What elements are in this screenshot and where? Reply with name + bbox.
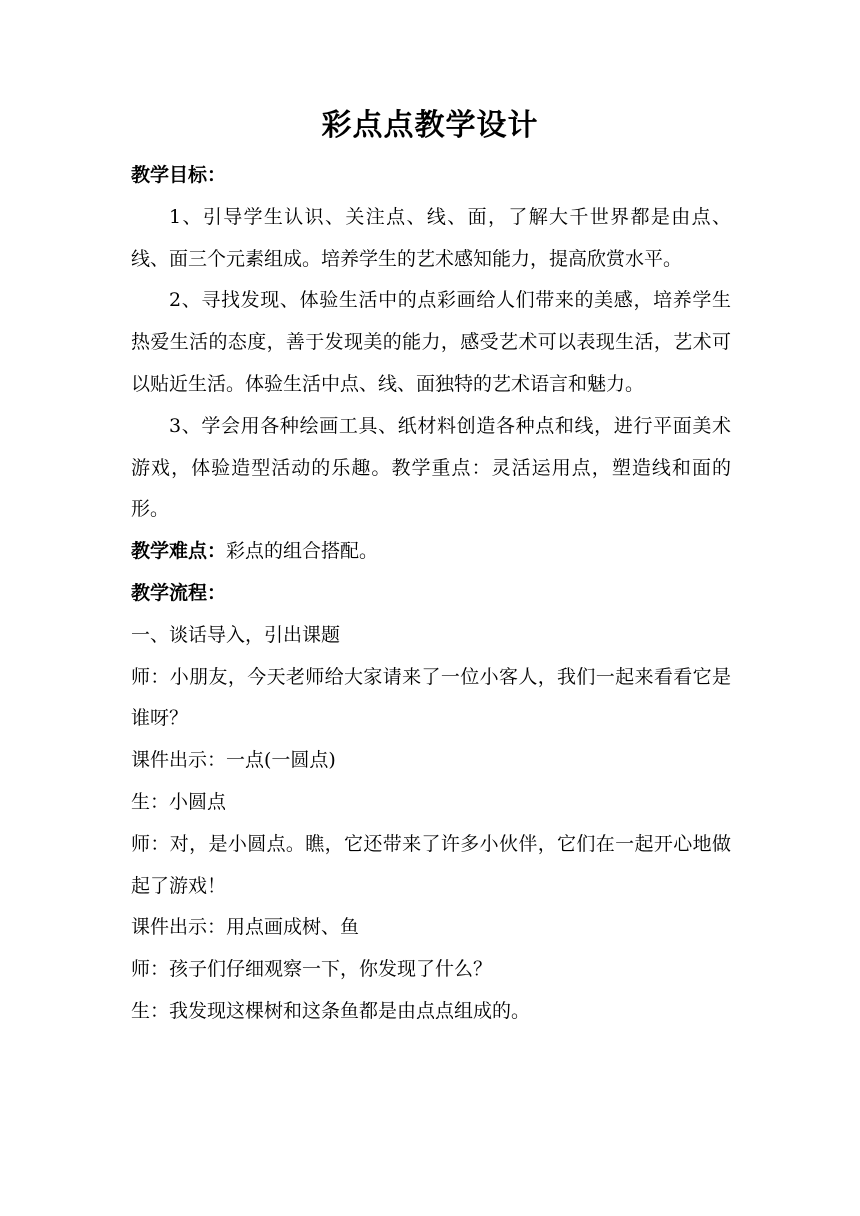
objective-2: 2、寻找发现、体验生活中的点彩画给人们带来的美感，培养学生热爱生活的态度，善于发现美的能力，感受艺术可以表现生活，艺术可以贴近生活。体验生活中点、线、面独特的艺术语言和魅力。 bbox=[131, 289, 731, 395]
objectives-heading: 教学目标： bbox=[131, 164, 227, 186]
dialogue-line-4: 师：对，是小圆点。瞧，它还带来了许多小伙伴，它们在一起开心地做起了游戏！ bbox=[131, 832, 731, 897]
document-title: 彩点点教学设计 bbox=[321, 108, 539, 143]
process-heading: 教学流程： bbox=[131, 581, 227, 604]
difficulty-paragraph bbox=[131, 531, 731, 573]
dialogue-line-3: 生：小圆点 bbox=[131, 790, 227, 813]
difficulty-text: 彩点的组合搭配。 bbox=[226, 540, 379, 563]
dialogue-line-5: 课件出示：用点画成树、鱼 bbox=[131, 916, 360, 939]
dialogue-line-7: 生：我发现这棵树和这条鱼都是由点点组成的。 bbox=[131, 999, 531, 1022]
objective-3: 3、学会用各种绘画工具、纸材料创造各种点和线，进行平面美术游戏，体验造型活动的乐趣。教学重点：灵活运用点，塑造线和面的形。 bbox=[131, 414, 731, 521]
section-1-heading: 一、谈话导入，引出课题 bbox=[131, 623, 341, 646]
dialogue-line-6: 师：孩子们仔细观察一下，你发现了什么？ bbox=[131, 958, 493, 981]
difficulty-label: 教学难点： bbox=[131, 540, 227, 563]
document-body bbox=[131, 155, 731, 1033]
dialogue-line-1: 师：小朋友，今天老师给大家请来了一位小客人，我们一起来看看它是谁呀？ bbox=[131, 665, 731, 730]
dialogue-line-2: 课件出示：一点(一圆点) bbox=[131, 749, 336, 772]
objective-1: 1、引导学生认识、关注点、线、面，了解大千世界都是由点、线、面三个元素组成。培养学生的艺术感知能力，提高欣赏水平。 bbox=[131, 205, 731, 270]
